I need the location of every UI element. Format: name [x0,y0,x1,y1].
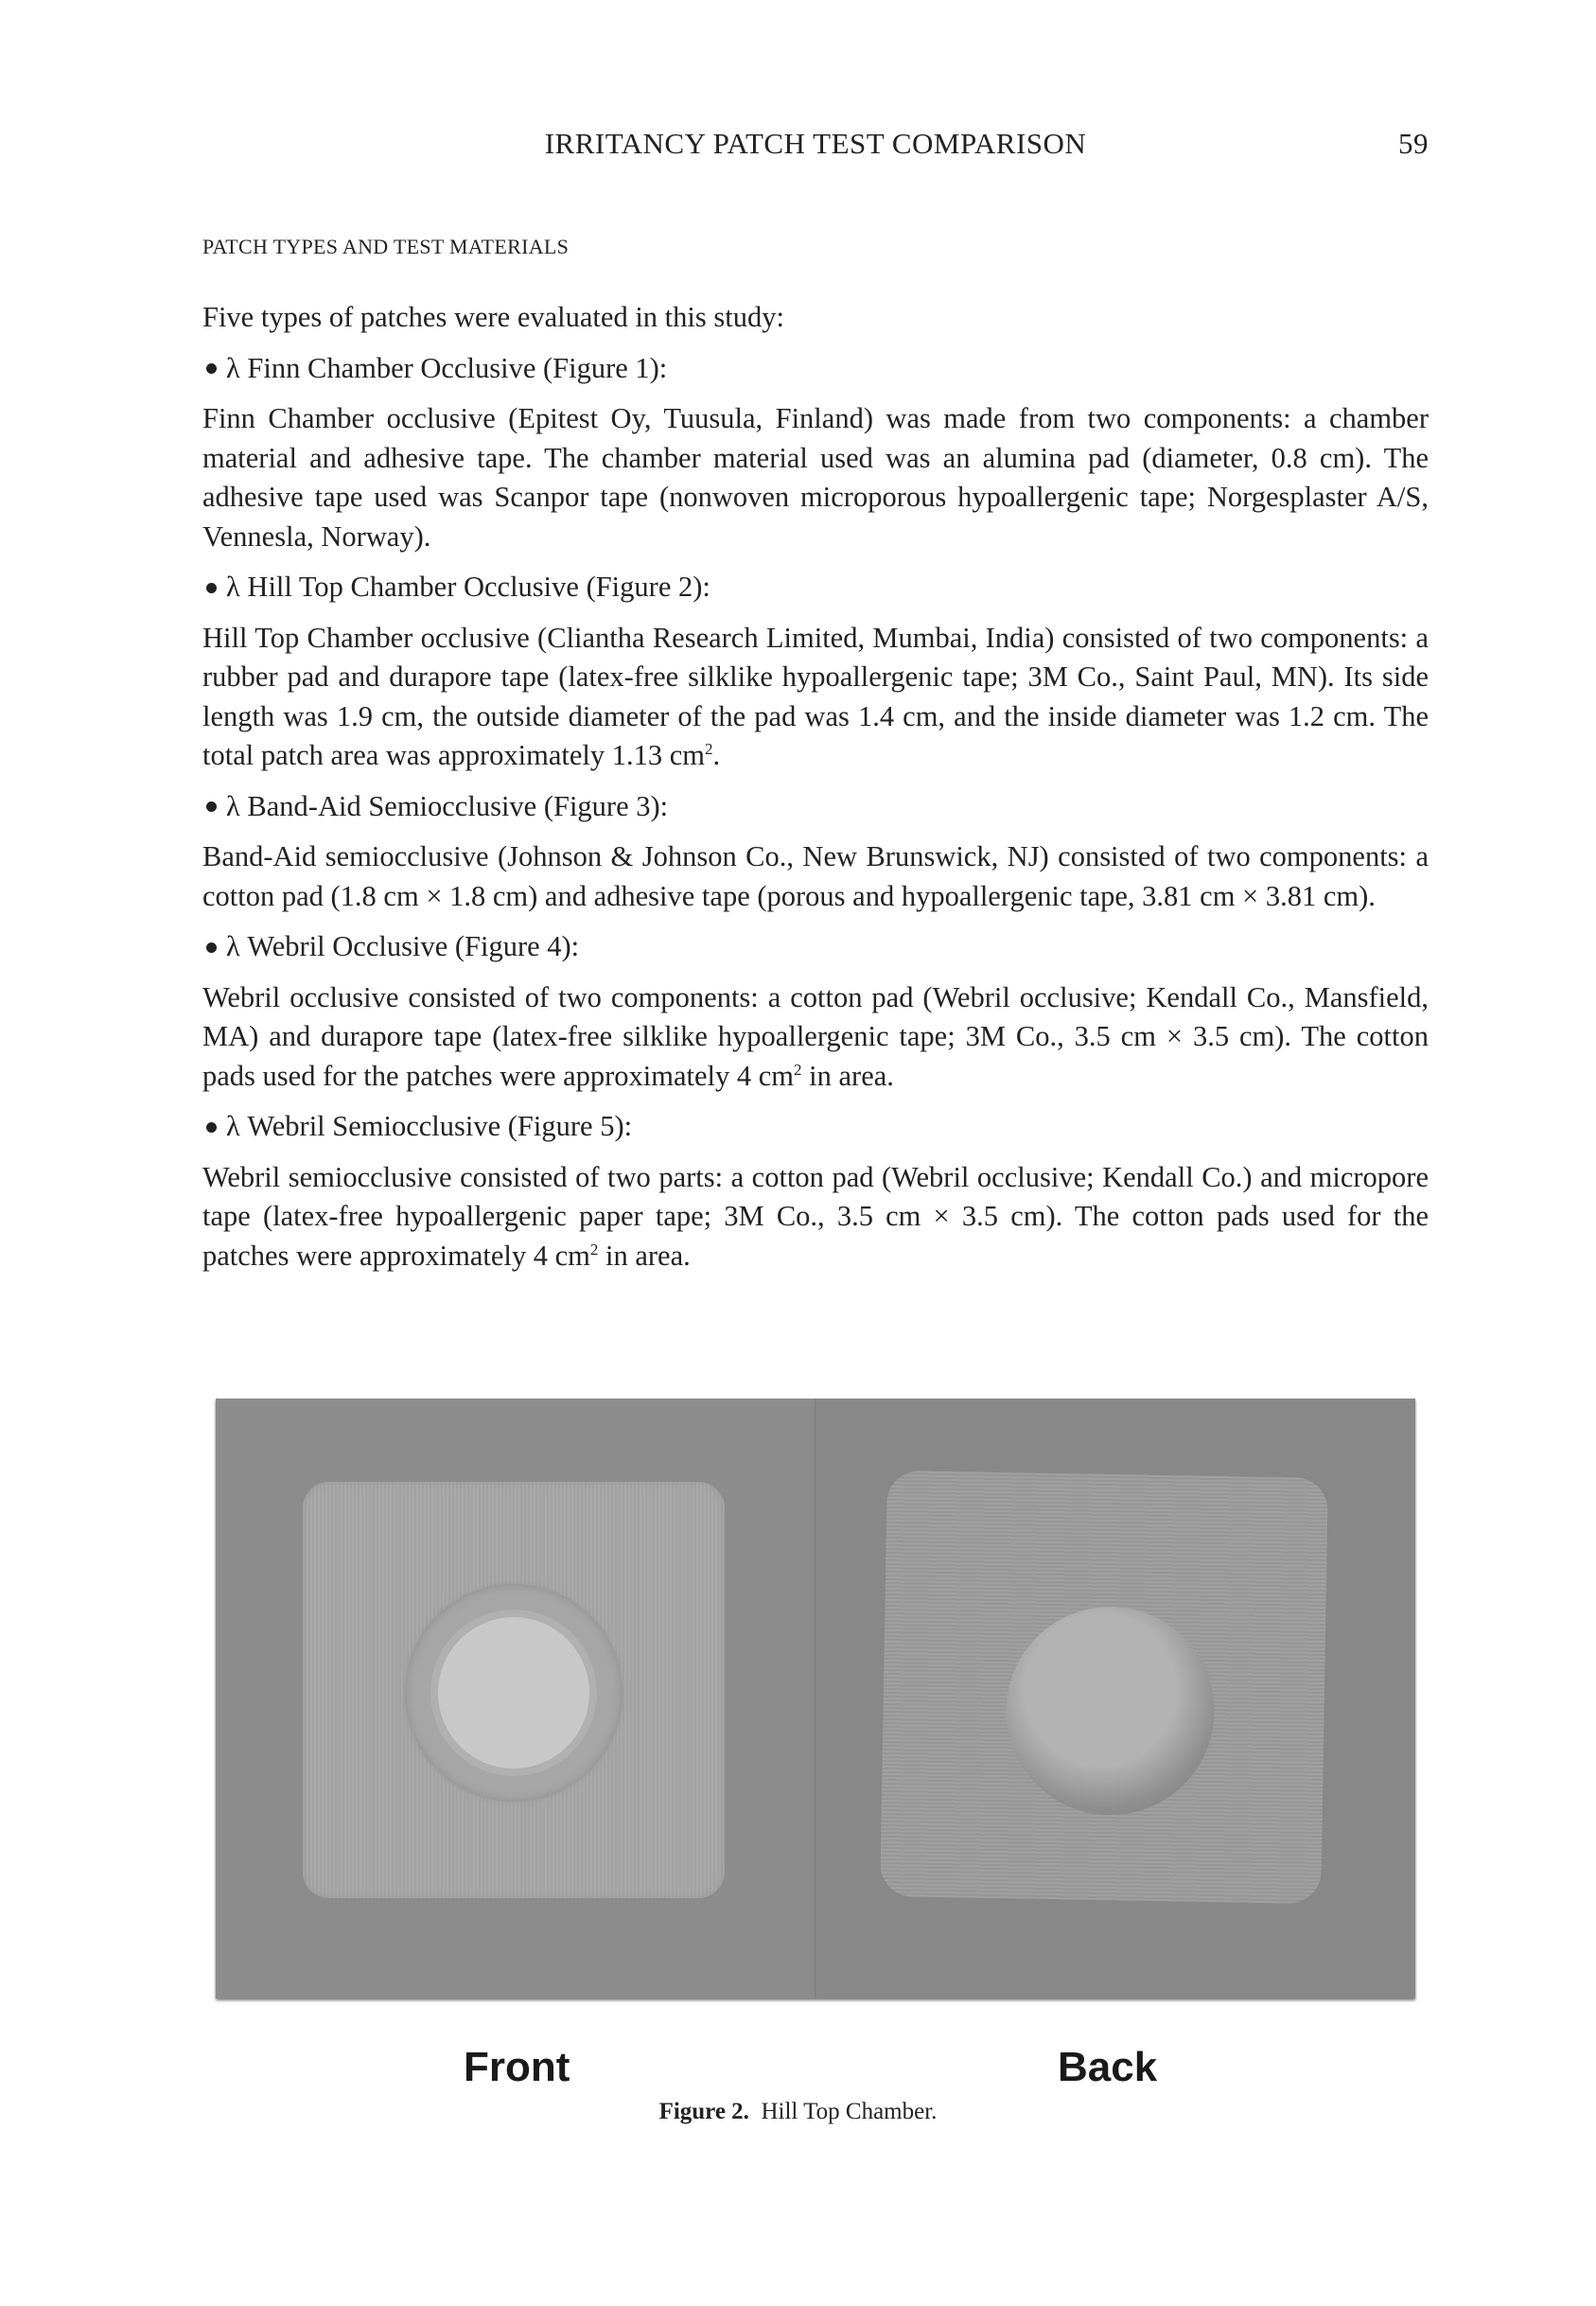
bullet-label: λ Band-Aid Semiocclusive (Figure 3): [226,789,669,822]
chamber-pad [438,1617,589,1769]
paragraph-text: Webril occlusive consisted of two components: a cotton pad (Webril occlusive; Kendall Co., Mansfield, MA) and durapore tape (latex-free silklike hypoallergenic tape; 3M Co., 3.5 cm × 3.5 cm). The cotton pads used for the patches were approximately 4 cm [202,980,1429,1092]
running-title: IRRITANCY PATCH TEST COMPARISON [544,127,1087,160]
paragraph-text-end: in area. [598,1239,691,1272]
front-label: Front [464,2044,570,2090]
caption-label: Figure 2. [658,2099,749,2124]
list-item-bullet [202,349,1429,389]
bullet-label: λ Webril Semiocclusive (Figure 5): [226,1110,633,1142]
body-text [202,298,1429,1287]
paragraph-text: Band-Aid semiocclusive (Johnson & Johnson Co., New Brunswick, NJ) consisted of two components: a cotton pad (1.8 cm × 1.8 cm) and adhesive tape (porous and hypoallergenic tape, 3.81 cm × 3.81 cm). [202,840,1429,912]
superscript: 2 [705,739,713,758]
list-item-bullet [202,927,1429,967]
bullet-label: λ Hill Top Chamber Occlusive (Figure 2): [226,571,710,603]
intro-paragraph: Five types of patches were evaluated in this study: [202,301,784,333]
back-label: Back [1058,2044,1158,2090]
item-paragraph [202,978,1429,1097]
list-item-bullet [202,1107,1429,1147]
bullet-label: λ Finn Chamber Occlusive (Figure 1): [226,351,668,384]
caption-text: Hill Top Chamber. [761,2099,938,2124]
item-paragraph [202,399,1429,556]
list-item-bullet [202,787,1429,827]
list-item-bullet [202,568,1429,607]
bullet-icon [206,1122,217,1133]
paragraph-text: Finn Chamber occlusive (Epitest Oy, Tuusula, Finland) was made from two components: a chamber material and adhesive tape. The chamber material used was an alumina pad (diameter, 0.8 cm). The adhesive tape used was Scanpor tape (nonwoven microporous hypoallergenic tape; Norgesplaster A/S, Vennesla, Norway). [202,402,1429,553]
chamber-ring [405,1584,623,1802]
figure-photo [216,1399,1415,1998]
patch-front-image [303,1482,725,1898]
item-paragraph [202,1158,1429,1276]
bullet-label: λ Webril Occlusive (Figure 4): [226,930,580,962]
bullet-icon [206,801,217,812]
item-paragraph [202,837,1429,916]
superscript: 2 [794,1060,802,1079]
item-paragraph [202,619,1429,776]
back-photo-panel [815,1399,1415,1998]
paragraph-text: Hill Top Chamber occlusive (Cliantha Research Limited, Mumbai, India) consisted of two components: a rubber pad and durapore tape (latex-free silklike hypoallergenic tape; 3M Co., Saint Paul, MN). Its side length was 1.9 cm, the outside diameter of the pad was 1.4 cm, and the inside diameter was 1.2 cm. The total patch area was approximately 1.13 cm [202,621,1429,771]
bullet-icon [206,942,217,953]
front-photo-panel [216,1399,816,1998]
section-heading: PATCH TYPES AND TEST MATERIALS [202,235,570,258]
paragraph-text-end: in area. [801,1059,894,1092]
running-header [202,127,1429,168]
paragraph-text-end: . [712,739,721,771]
figure-caption [0,2099,1596,2125]
bullet-icon [206,583,217,593]
chamber-bump [1005,1605,1217,1817]
superscript: 2 [589,1240,599,1259]
paragraph-text: Webril semiocclusive consisted of two parts: a cotton pad (Webril occlusive; Kendall Co.) and micropore tape (latex-free hypoallergenic paper tape; 3M Co., 3.5 cm × 3.5 cm). The cotton pads used for the patches were approximately 4 cm [202,1160,1429,1272]
page-number: 59 [1398,127,1429,160]
bullet-icon [206,363,217,374]
patch-back-image [880,1470,1328,1904]
